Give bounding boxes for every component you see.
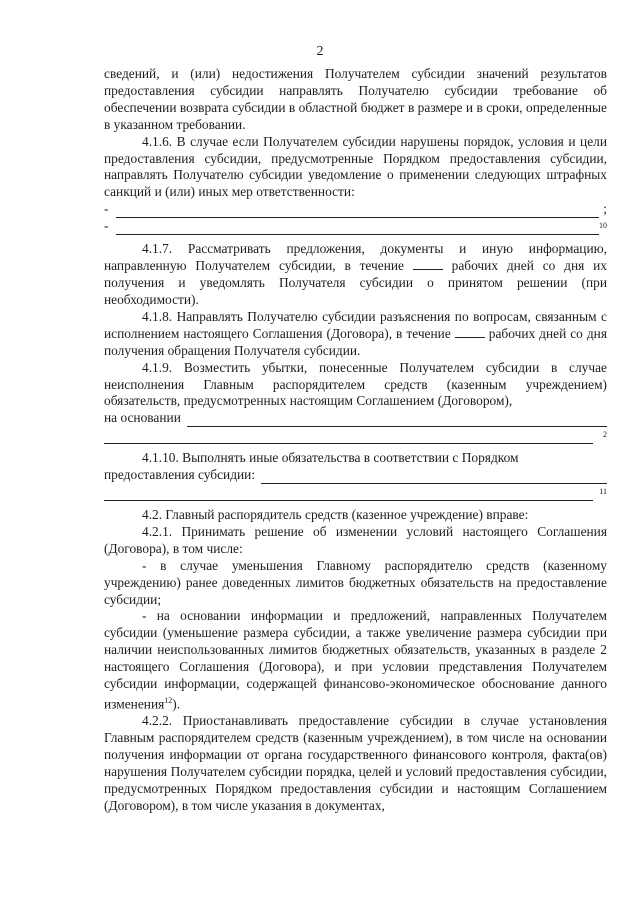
text: ). <box>172 696 181 712</box>
text: рабочих дней со дня получения обращения Получателя субсидии. <box>104 325 608 358</box>
paragraph-4-2: 4.2. Главный распорядитель средств (казенное учреждение) вправе: <box>142 507 529 523</box>
other-obligations-line-2 <box>104 484 607 501</box>
paragraph-4-1-9: 4.1.9. Возместить убытки, понесенные Получателем субсидии в случае неисполнения Главным распорядителем средств (казенным учреждением) обязательств, предусмотренных настоящим Соглашением (Договором), <box>104 359 607 409</box>
text: - на основании информации и предложений, направленных Получателем субсидии (уменьшение размера субсидии, а также увеличение размера субсидии при наличии неиспользованных лимитов бюджетных обязательств, указанных в разделе 2 настоящего Соглашения (Договора), и при условии представления Получателем субсидии информации, содержащей финансово-экономическое обоснование данного изменения <box>104 608 607 712</box>
blank-line <box>116 206 599 218</box>
text: 4.1.8. Направлять Получателю субсидии разъяснения по вопросам, связанным с исполнением настоящего Соглашения (Договора), в течение <box>104 308 607 341</box>
basis-line-2 <box>104 427 607 444</box>
sanction-line-1 <box>104 201 607 218</box>
blank-line <box>261 471 607 484</box>
basis-line <box>104 410 607 427</box>
other-obligations-label: предоставления субсидии: <box>104 467 256 483</box>
text: рабочих дней со дня их получения и уведомлять Получателя субсидии о принятом решении (при необходимости). <box>104 258 607 307</box>
paragraph-4-1-7 <box>104 241 607 309</box>
paragraph-4-1-10: 4.1.10. Выполнять иные обязательства в соответствии с Порядком <box>142 450 519 466</box>
paragraph-4-1-6: 4.1.6. В случае если Получателем субсидии нарушены порядок, условия и цели предоставления субсидии, предусмотренные Порядком предоставления субсидии, направлять Получателю субсидии уведомление о применении следующих штрафных санкций и (или) иных мер ответственности: <box>104 133 607 200</box>
paragraph-4-2-1-a: - в случае уменьшения Главному распорядителю средств (казенному учреждению) ранее доведенных лимитов бюджетных обязательств на предоставление субсидии; <box>104 557 607 607</box>
footnote-ref-12: 12 <box>164 696 173 705</box>
list-semicolon: ; <box>603 201 607 217</box>
blank-line <box>104 489 593 501</box>
blank-line <box>104 432 593 444</box>
footnote-ref-10: 10 <box>599 221 607 231</box>
paragraph-4-1-8 <box>104 309 607 360</box>
blank-line <box>116 223 599 235</box>
paragraph-4-2-1-b <box>104 608 607 713</box>
paragraph-continuation: сведений, и (или) недостижения Получателем субсидии значений результатов предоставления субсидии направлять Получателю субсидии требование об обеспечении возврата субсидии в областной бюджет в размере и в сроки, определенные в указанном требовании. <box>104 66 607 132</box>
page-number: 2 <box>316 44 324 59</box>
footnote-ref-2: 2 <box>603 430 607 440</box>
blank-days <box>413 259 443 270</box>
text: 4.1.7. Рассматривать предложения, документы и иную информацию, направленную Получателем субсидии, в течение <box>104 241 607 274</box>
basis-label: на основании <box>104 410 181 426</box>
footnote-ref-11: 11 <box>599 487 607 497</box>
list-dash: - <box>104 218 109 234</box>
document-body <box>104 66 607 815</box>
blank-line <box>187 414 607 427</box>
list-dash: - <box>104 201 109 217</box>
other-obligations-line <box>104 467 607 484</box>
paragraph-4-2-2: 4.2.2. Приостанавливать предоставление субсидии в случае установления Главным распорядителем средств (казенным учреждением), в том числе на основании получения информации от органа государственного финансового контроля, факта(ов) нарушения Получателем субсидии порядка, целей и условий предоставления субсидии, предусмотренных Порядком предоставления субсидии и настоящим Соглашением (Договором), в том числе указания в документах, <box>104 713 607 813</box>
sanction-line-2 <box>104 218 607 235</box>
paragraph-4-2-1: 4.2.1. Принимать решение об изменении условий настоящего Соглашения (Договора), в том числе: <box>104 523 607 556</box>
blank-days <box>455 327 485 338</box>
